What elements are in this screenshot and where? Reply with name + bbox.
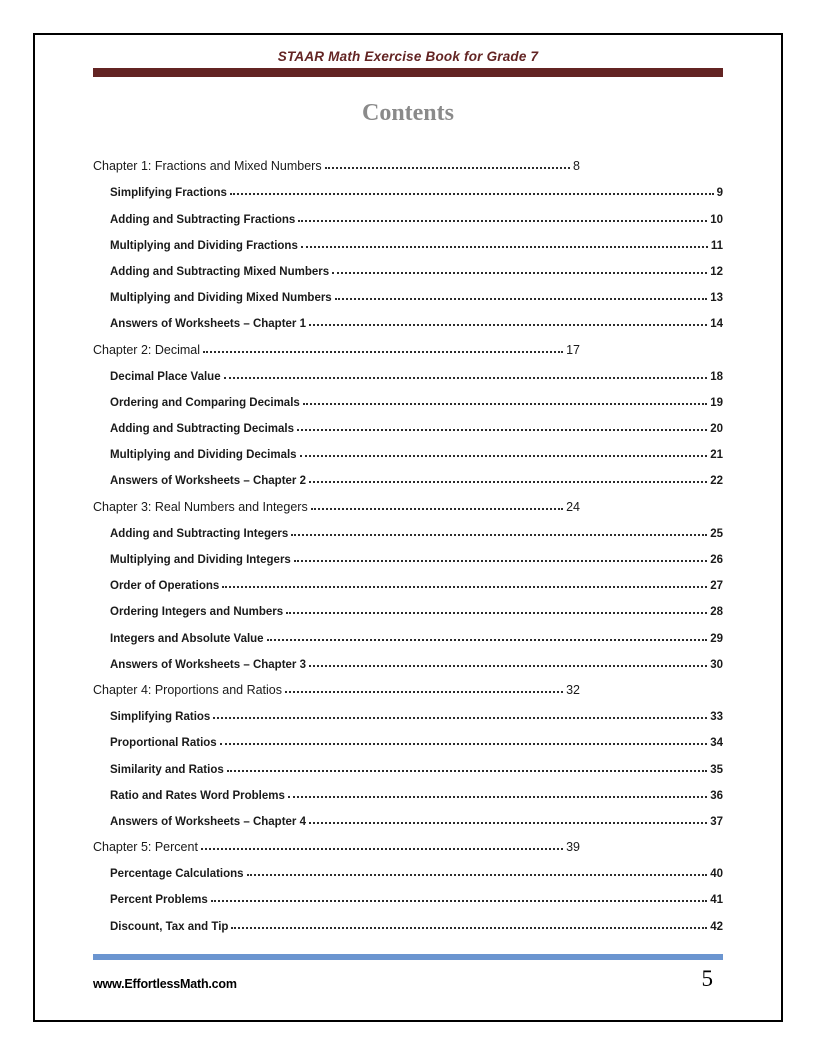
toc-section-entry-page-number: 37 xyxy=(710,815,723,828)
toc-section-entry-page-number: 41 xyxy=(710,894,723,907)
toc-section-entry-label: Proportional Ratios xyxy=(110,737,217,750)
dot-leader xyxy=(227,770,707,772)
toc-chapter-entry xyxy=(93,150,580,176)
toc-section-entry-label: Multiplying and Dividing Integers xyxy=(110,554,291,566)
dot-leader xyxy=(303,403,707,405)
toc-section-entry-label: Answers of Worksheets – Chapter 3 xyxy=(110,658,306,671)
dot-leader xyxy=(335,298,707,300)
dot-leader xyxy=(286,612,707,614)
toc-section-entry xyxy=(93,438,723,464)
toc-section-entry xyxy=(93,909,723,935)
toc-chapter-entry xyxy=(93,674,580,700)
dot-leader xyxy=(285,691,563,693)
toc-section-entry-label: Adding and Subtracting Integers xyxy=(110,527,289,540)
toc-section-entry xyxy=(93,386,723,412)
dot-leader xyxy=(224,377,708,379)
toc-section-entry xyxy=(93,229,723,255)
header-book-title: STAAR Math Exercise Book for Grade 7 xyxy=(277,49,539,64)
toc-section-entry-label: Percent Problems xyxy=(110,894,208,907)
dot-leader xyxy=(325,167,570,169)
dot-leader xyxy=(267,639,708,641)
dot-leader xyxy=(300,455,708,457)
toc-section-entry xyxy=(93,805,723,831)
toc-section-entry-label: Decimal Place Value xyxy=(110,370,221,383)
toc-chapter-entry-label: Chapter 4: Proportions and Ratios xyxy=(93,682,282,697)
toc-section-entry-page-number: 34 xyxy=(710,737,723,750)
dot-leader xyxy=(309,481,707,483)
toc-section-entry-label: Simplifying Ratios xyxy=(110,711,211,724)
toc-chapter-entry-label: Chapter 2: Decimal xyxy=(93,342,200,357)
dot-leader xyxy=(309,822,707,824)
toc-chapter-entry xyxy=(93,333,580,359)
toc-section-entry xyxy=(93,857,723,883)
toc-section-entry-page-number: 33 xyxy=(710,711,723,724)
toc-section-entry-page-number: 27 xyxy=(710,580,723,593)
toc-section-entry-page-number: 12 xyxy=(710,265,723,278)
toc-section-entry-label: Ratio and Rates Word Problems xyxy=(110,789,285,802)
dot-leader xyxy=(309,665,707,667)
footer-page-number: 5 xyxy=(701,965,713,991)
toc-section-entry-label: Percentage Calculations xyxy=(110,868,244,881)
toc-chapter-entry-label: Chapter 1: Fractions and Mixed Numbers xyxy=(93,159,322,174)
toc-section-entry-page-number: 29 xyxy=(710,632,723,645)
toc-section-entry-page-number: 13 xyxy=(710,292,723,305)
toc-section-entry-label: Adding and Subtracting Mixed Numbers xyxy=(110,265,330,278)
toc-section-entry-page-number: 28 xyxy=(710,606,723,619)
toc-section-entry-page-number: 25 xyxy=(710,527,723,540)
toc-section-entry-page-number: 18 xyxy=(710,370,723,383)
dot-leader xyxy=(332,272,707,274)
toc-section-entry-label: Ordering and Comparing Decimals xyxy=(110,396,300,409)
toc-section-entry-page-number: 26 xyxy=(710,554,723,566)
toc-chapter-entry-page-number: 17 xyxy=(566,342,580,357)
toc-section-entry-label: Order of Operations xyxy=(110,580,220,593)
toc-section-entry-label: Discount, Tax and Tip xyxy=(110,920,229,933)
toc-section-entry xyxy=(93,281,723,307)
toc-section-entry-label: Answers of Worksheets – Chapter 2 xyxy=(110,475,306,488)
contents-title: Contents xyxy=(361,100,454,126)
toc-section-entry xyxy=(93,569,723,595)
toc-section-entry xyxy=(93,176,723,202)
toc-section-entry-page-number: 10 xyxy=(710,213,723,226)
dot-leader xyxy=(213,717,707,719)
toc-section-entry xyxy=(93,883,723,909)
toc-section-entry-label: Answers of Worksheets – Chapter 1 xyxy=(110,318,306,331)
dot-leader xyxy=(222,586,707,588)
toc-section-entry-page-number: 36 xyxy=(710,789,723,802)
toc-section-entry-page-number: 35 xyxy=(710,763,723,776)
toc-chapter-entry xyxy=(93,831,580,857)
toc-section-entry xyxy=(93,700,723,726)
toc-chapter-entry-label: Chapter 3: Real Numbers and Integers xyxy=(93,499,308,514)
toc-chapter-entry-page-number: 24 xyxy=(566,499,580,514)
toc-section-entry-label: Integers and Absolute Value xyxy=(110,632,264,645)
toc-section-entry xyxy=(93,595,723,621)
toc-section-entry xyxy=(93,412,723,438)
dot-leader xyxy=(231,927,707,929)
toc-section-entry xyxy=(93,726,723,752)
toc-section-entry-label: Multiplying and Dividing Decimals xyxy=(110,449,297,462)
toc-section-entry xyxy=(93,360,723,386)
toc-section-entry-label: Similarity and Ratios xyxy=(110,763,224,776)
toc-section-entry-page-number: 19 xyxy=(710,396,723,409)
dot-leader xyxy=(230,193,714,195)
toc-section-entry-label: Multiplying and Dividing Mixed Numbers xyxy=(110,292,332,305)
toc-section-entry xyxy=(93,648,723,674)
dot-leader xyxy=(288,796,707,798)
toc-section-entry-label: Answers of Worksheets – Chapter 4 xyxy=(110,815,306,828)
toc-section-entry-page-number: 30 xyxy=(710,658,723,671)
dot-leader xyxy=(291,534,707,536)
toc-chapter-entry-page-number: 32 xyxy=(566,682,580,697)
toc-section-entry-page-number: 9 xyxy=(716,187,723,200)
toc-section-entry-page-number: 42 xyxy=(710,920,723,933)
toc-section-entry xyxy=(93,307,723,333)
dot-leader xyxy=(220,743,708,745)
dot-leader xyxy=(247,874,708,876)
toc-section-entry-label: Adding and Subtracting Decimals xyxy=(110,423,295,436)
header-rule xyxy=(93,68,723,77)
toc-chapter-entry xyxy=(93,490,580,516)
toc-section-entry-page-number: 11 xyxy=(710,239,723,252)
dot-leader xyxy=(301,246,708,248)
toc-section-entry-label: Multiplying and Dividing Fractions xyxy=(110,239,298,252)
toc-section-entry xyxy=(93,517,723,543)
toc-section-entry-label: Adding and Subtracting Fractions xyxy=(110,213,296,226)
toc-section-entry xyxy=(93,464,723,490)
page-border xyxy=(33,33,783,1022)
toc-section-entry xyxy=(93,202,723,228)
toc-section-entry-page-number: 21 xyxy=(710,449,723,462)
footer-website: www.EffortlessMath.com xyxy=(93,976,237,991)
toc-section-entry xyxy=(93,621,723,647)
toc-section-entry xyxy=(93,752,723,778)
dot-leader xyxy=(294,560,707,562)
toc-section-entry-label: Simplifying Fractions xyxy=(110,187,227,200)
toc-chapter-entry-label: Chapter 5: Percent xyxy=(93,840,198,855)
dot-leader xyxy=(309,324,707,326)
dot-leader xyxy=(297,429,707,431)
toc-section-entry xyxy=(93,255,723,281)
toc-section-entry-page-number: 40 xyxy=(710,868,723,881)
toc-section-entry xyxy=(93,543,723,569)
dot-leader xyxy=(203,351,563,353)
toc-section-entry-page-number: 20 xyxy=(710,423,723,436)
toc-chapter-entry-page-number: 39 xyxy=(566,840,580,855)
dot-leader xyxy=(211,900,707,902)
toc-section-entry-page-number: 22 xyxy=(710,475,723,488)
dot-leader xyxy=(298,220,707,222)
dot-leader xyxy=(311,508,563,510)
footer-rule xyxy=(93,954,723,960)
table-of-contents xyxy=(93,150,723,936)
toc-section-entry-label: Ordering Integers and Numbers xyxy=(110,606,284,619)
page-footer xyxy=(93,967,723,991)
toc-chapter-entry-page-number: 8 xyxy=(573,159,580,174)
toc-section-entry xyxy=(93,779,723,805)
dot-leader xyxy=(201,848,563,850)
toc-section-entry-page-number: 14 xyxy=(710,318,723,331)
